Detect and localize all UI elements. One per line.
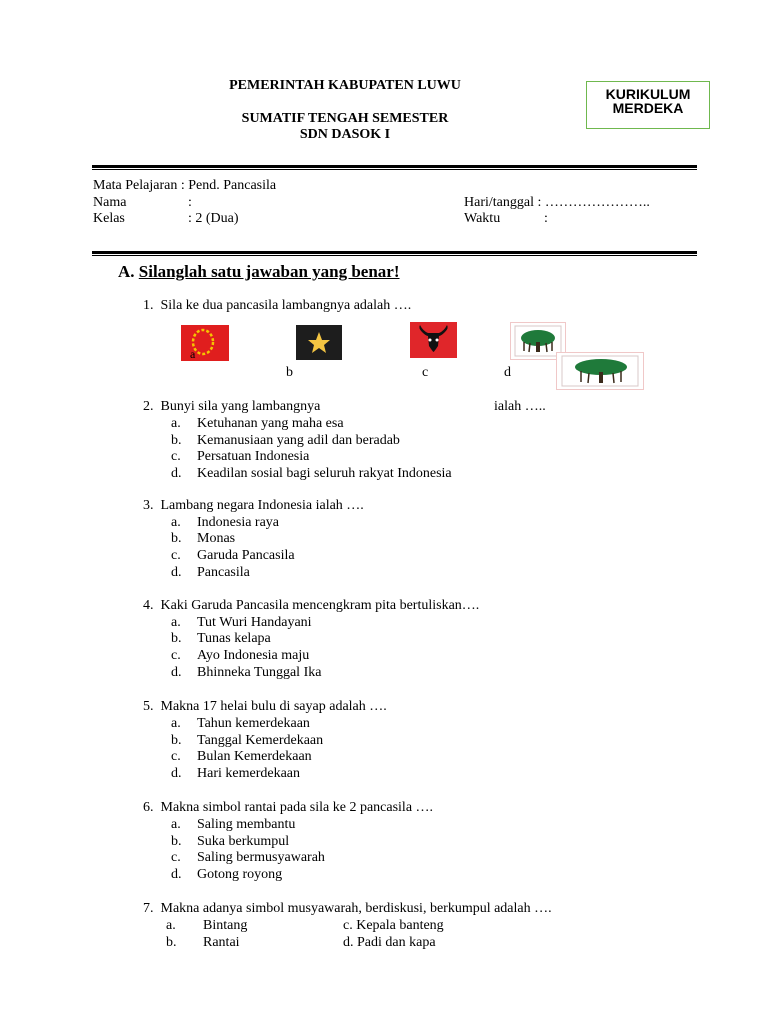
time-colon: : [544,211,548,226]
question-number: 6. [143,800,154,815]
question-number: 1. [143,298,154,313]
question-6 [143,800,433,816]
option-label-c: c [422,365,429,380]
option-letter[interactable]: b. [171,733,182,748]
class-label: Kelas [93,211,125,226]
question-text: Kaki Garuda Pancasila mencengkram pita bertuliskan…. [160,598,480,613]
bull-head-symbol-icon [410,322,457,358]
option-letter[interactable]: b. [166,935,177,950]
option-letter[interactable]: b. [171,834,182,849]
option-text[interactable]: Tunas kelapa [197,631,271,646]
section-letter: A. [118,262,135,281]
question-number: 3. [143,498,154,513]
option-letter[interactable]: a. [166,918,176,933]
option-text[interactable]: Bhinneka Tunggal Ika [197,665,322,680]
question-text: Bunyi sila yang lambangnya [160,399,321,414]
bottom-divider [92,251,697,254]
option-letter[interactable]: a. [171,416,181,431]
option-d[interactable]: d. Padi dan kapa [343,935,436,950]
option-text[interactable]: Keadilan sosial bagi seluruh rakyat Indonesia [197,466,452,481]
question-text: Lambang negara Indonesia ialah …. [160,498,364,513]
question-text: Makna 17 helai bulu di sayap adalah …. [160,699,387,714]
question-5 [143,699,387,715]
question-2-tail: ialah ….. [494,399,546,414]
header-line-1: PEMERINTAH KABUPATEN LUWU [229,78,461,93]
option-text[interactable]: Bulan Kemerdekaan [197,749,312,764]
option-letter[interactable]: c. [171,850,181,865]
question-3 [143,498,364,514]
option-c[interactable]: c. Kepala banteng [343,918,444,933]
option-text[interactable]: Tahun kemerdekaan [197,716,310,731]
option-letter[interactable]: c. [171,449,181,464]
question-number: 4. [143,598,154,613]
option-letter[interactable]: d. [171,565,182,580]
option-letter[interactable]: a. [171,515,181,530]
question-number: 5. [143,699,154,714]
kurikulum-line-2: MERDEKA [612,100,684,116]
option-letter[interactable]: c. [171,648,181,663]
option-text[interactable]: Saling bermusyawarah [197,850,325,865]
name-colon: : [188,195,192,210]
option-text[interactable]: Hari kemerdekaan [197,766,300,781]
option-text[interactable]: Pancasila [197,565,250,580]
option-letter[interactable]: c. [171,749,181,764]
class-value: : 2 (Dua) [188,211,239,226]
banyan-tree-symbol-large-icon [556,352,644,390]
option-text[interactable]: Kemanusiaan yang adil dan beradab [197,433,400,448]
option-text[interactable]: Bintang [203,918,248,933]
date-field: Hari/tanggal : ………………….. [464,195,650,210]
option-letter[interactable]: d. [171,867,182,882]
header-line-2: SUMATIF TENGAH SEMESTER [241,111,449,126]
option-letter[interactable]: a. [171,716,181,731]
option-text[interactable]: Rantai [203,935,240,950]
option-label-a: a [190,347,196,361]
option-text[interactable]: Monas [197,531,236,546]
option-text[interactable]: Ketuhanan yang maha esa [197,416,344,431]
option-text[interactable]: Tut Wuri Handayani [197,615,312,630]
name-label: Nama [93,195,127,210]
option-letter[interactable]: b. [171,631,182,646]
question-7 [143,901,552,917]
option-letter[interactable]: b. [171,531,182,546]
question-1 [143,298,411,314]
kurikulum-line-1: KURIKULUM [605,86,691,102]
option-text[interactable]: Persatuan Indonesia [197,449,310,464]
subject-line: Mata Pelajaran : Pend. Pancasila [93,178,277,193]
section-title [118,262,400,282]
question-text: Makna adanya simbol musyawarah, berdiskusi, berkumpul adalah …. [160,901,552,916]
question-2 [143,399,320,415]
question-text: Sila ke dua pancasila lambangnya adalah …. [160,298,412,313]
option-letter[interactable]: b. [171,433,182,448]
option-letter[interactable]: a. [171,615,181,630]
option-letter[interactable]: c. [171,548,181,563]
option-text[interactable]: Saling membantu [197,817,296,832]
chain-symbol-icon [181,325,229,361]
section-instruction: Silanglah satu jawaban yang benar! [138,262,400,281]
option-letter[interactable]: d. [171,466,182,481]
option-text[interactable]: Indonesia raya [197,515,280,530]
option-label-d: d [504,365,511,380]
option-text[interactable]: Gotong royong [197,867,283,882]
star-symbol-icon [296,325,342,360]
option-text[interactable]: Garuda Pancasila [197,548,295,563]
top-divider [92,165,697,168]
question-number: 2. [143,399,154,414]
time-label: Waktu [464,211,501,226]
kurikulum-box [586,81,710,129]
question-text: Makna simbol rantai pada sila ke 2 pancasila …. [160,800,434,815]
option-letter[interactable]: a. [171,817,181,832]
option-text[interactable]: Ayo Indonesia maju [197,648,310,663]
question-4 [143,598,479,614]
question-number: 7. [143,901,154,916]
header-line-3: SDN DASOK I [299,127,391,142]
option-letter[interactable]: d. [171,665,182,680]
option-text[interactable]: Tanggal Kemerdekaan [197,733,324,748]
option-letter[interactable]: d. [171,766,182,781]
option-label-b: b [286,365,293,380]
option-text[interactable]: Suka berkumpul [197,834,290,849]
